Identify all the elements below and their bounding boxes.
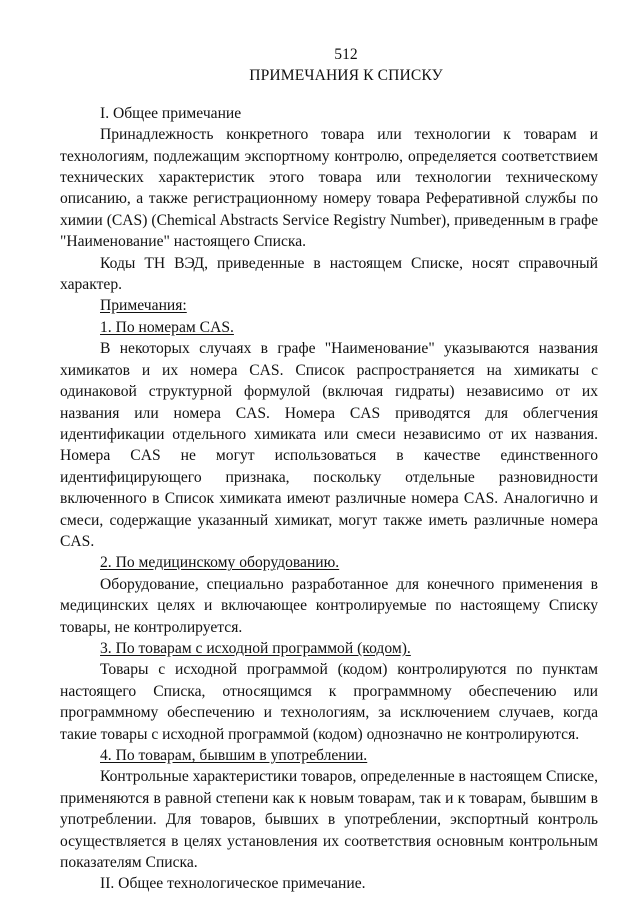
notes-label bbox=[60, 295, 598, 316]
document-page bbox=[60, 44, 598, 895]
note-2-heading bbox=[60, 552, 598, 573]
note-1-text: В некоторых случаях в графе "Наименование" указываются названия химикатов и их номера CAS. Список распространяется на химикаты с одинаковой структурной формулой (включая гидраты) независимо от их названия или номера CAS. Номера CAS приводятся для облегчения идентификации отдельного химиката или смеси независимо от их названия. Номера CAS не могут использоваться в качестве единственного идентифицирующего признака, поскольку отдельные разновидности включенного в Список химиката имеют различные номера CAS. Аналогично и смеси, содержащие указанный химикат, могут также иметь различные номера CAS. bbox=[60, 340, 598, 550]
note-3-text: Товары с исходной программой (кодом) контролируются по пунктам настоящего Списка, относящимся к программному обеспечению или программному обеспечению и технологиям, за исключением случаев, когда такие товары с исходной программой (кодом) однозначно не контролируются. bbox=[60, 661, 598, 743]
page-title: ПРИМЕЧАНИЯ К СПИСКУ bbox=[249, 67, 443, 85]
section-1-paragraph-1: Принадлежность конкретного товара или технологии к товарам и технологиям, подлежащим экспортному контролю, определяется соответствием технических характеристик этого товара или технологии техническому описанию, а также регистрационному номеру товара Реферативной службы по химии (CAS) (Chemical Abstracts Service Registry Number), приведенным в графе "Наименование" настоящего Списка. bbox=[60, 126, 598, 251]
note-3-heading bbox=[60, 638, 598, 659]
section-2-heading: II. Общее технологическое примечание. bbox=[100, 875, 366, 893]
note-4-text: Контрольные характеристики товаров, определенные в настоящем Списке, применяются в равной степени как к новым товарам, так и к товарам, бывшим в употреблении. Для товаров, бывших в употреблении, экспортный контроль осуществляется в целях установления их соответствия основным контрольным показателям Списка. bbox=[60, 768, 598, 872]
note-2-heading-text: 2. По медицинскому оборудованию. bbox=[100, 554, 340, 572]
note-1-heading-text: 1. По номерам CAS. bbox=[100, 318, 234, 336]
note-2-text: Оборудование, специально разработанное для конечного применения в медицинских целях и включающее контролируемые по настоящему Списку товары, не контролируется. bbox=[60, 575, 598, 636]
page-number: 512 bbox=[334, 46, 358, 63]
note-3-heading-text: 3. По товарам с исходной программой (кодом). bbox=[100, 639, 411, 657]
note-4-heading-text: 4. По товарам, бывшим в употреблении. bbox=[100, 747, 368, 764]
section-1-heading: I. Общее примечание bbox=[100, 104, 242, 122]
notes-label-text: Примечания: bbox=[100, 297, 187, 315]
note-4-heading bbox=[60, 745, 598, 766]
section-1-paragraph-2: Коды ТН ВЭД, приведенные в настоящем Списке, носят справочный характер. bbox=[60, 254, 598, 294]
note-1-heading bbox=[60, 317, 598, 338]
